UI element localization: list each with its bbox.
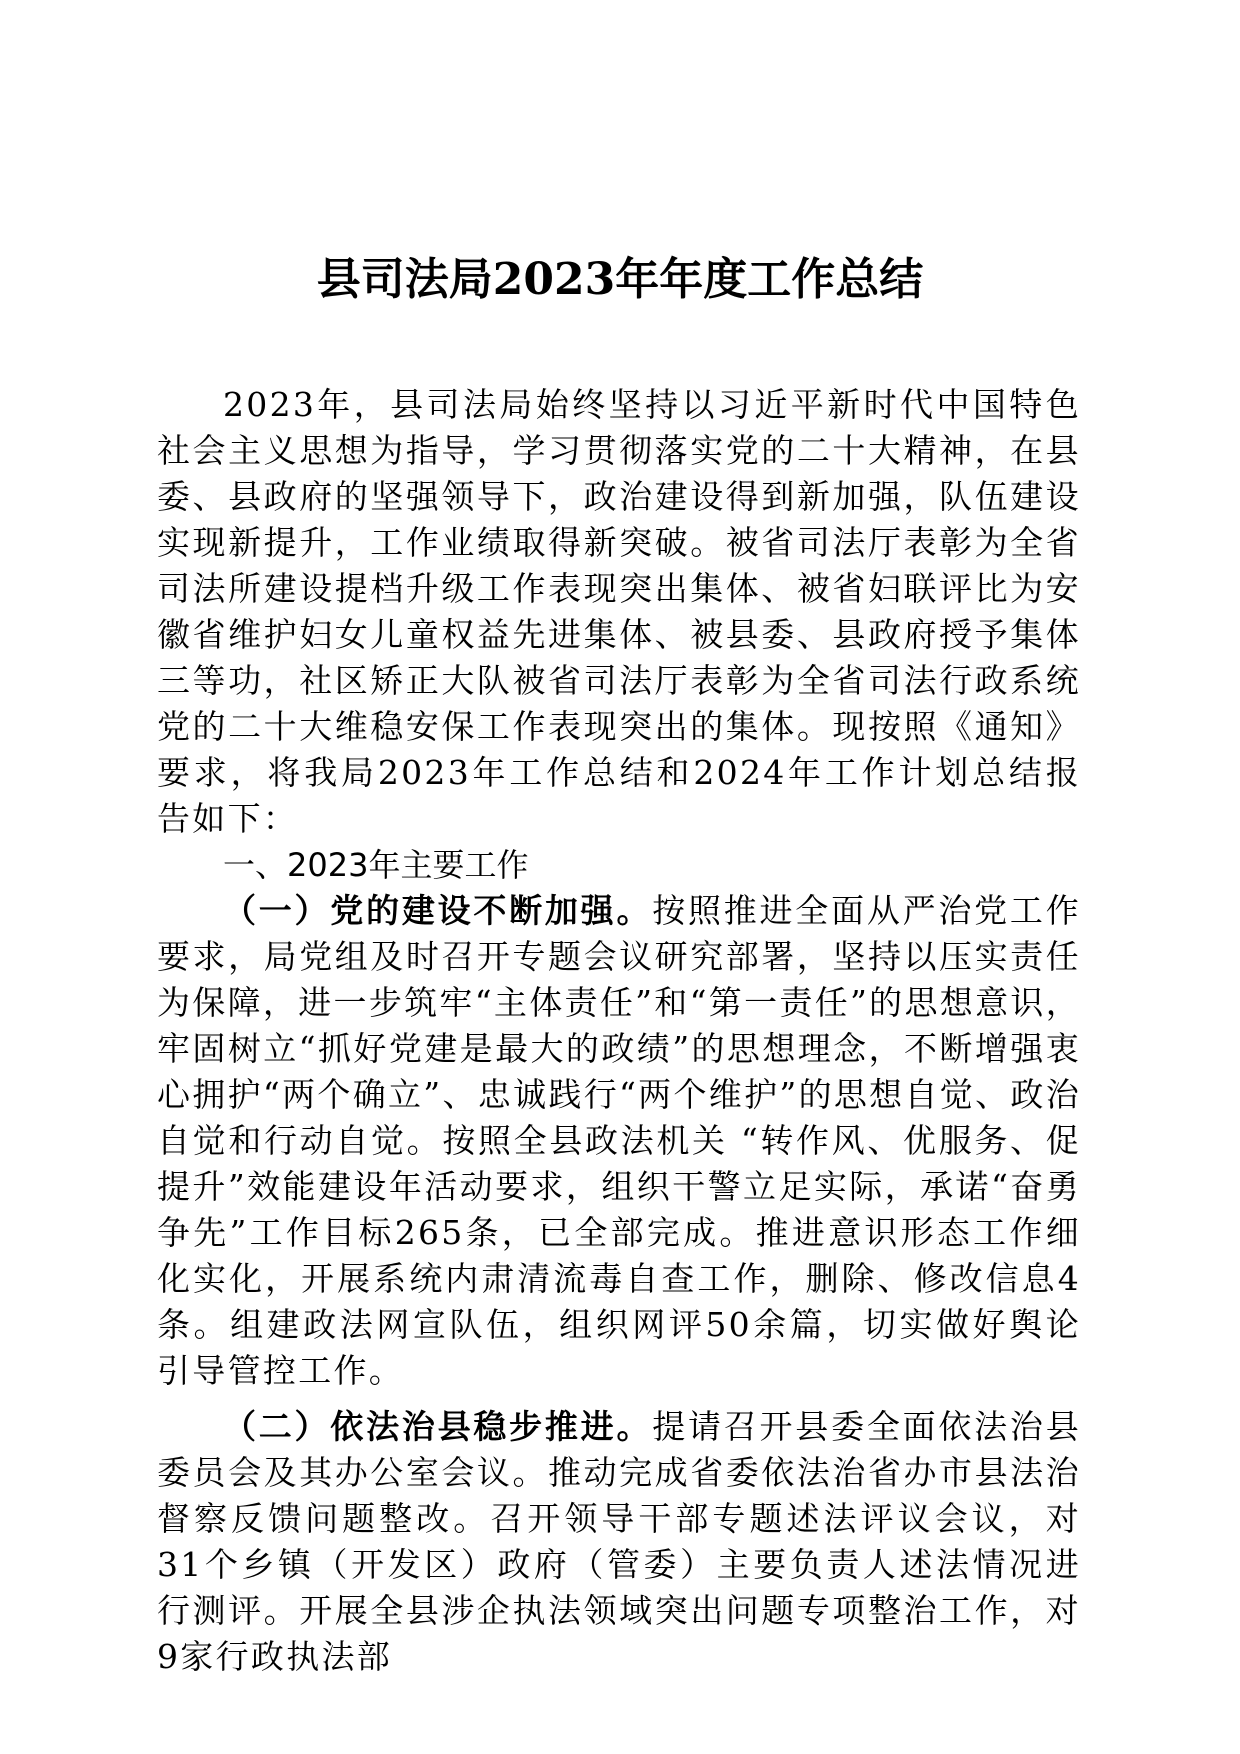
subsection-rule-of-law bbox=[157, 1404, 1081, 1680]
subsection-party-building-text: 按照推进全面从严治党工作要求，局党组及时召开专题会议研究部署，坚持以压实责任为保障，进一步筑牢“主体责任”和“第一责任”的思想意识，牢固树立“抓好党建是最大的政绩”的思想理念，不断增强衷心拥护“两个确立”、忠诚践行“两个维护”的思想自觉、政治自觉和行动自觉。按照全县政法机关 “转作风、优服务、促提升”效能建设年活动要求，组织干警立足实际，承诺“奋勇争先”工作目标265条，已全部完成。推进意识形态工作细化实化，开展系统内肃清流毒自查工作，删除、修改信息4条。组建政法网宣队伍，组织网评50余篇，切实做好舆论引导管控工作。 bbox=[157, 891, 1081, 1390]
intro-paragraph: 2023年，县司法局始终坚持以习近平新时代中国特色社会主义思想为指导，学习贯彻落实党的二十大精神，在县委、县政府的坚强领导下，政治建设得到新加强，队伍建设实现新提升，工作业绩取得新突破。被省司法厅表彰为全省司法所建设提档升级工作表现突出集体、被省妇联评比为安徽省维护妇女儿童权益先进集体、被县委、县政府授予集体三等功，社区矫正大队被省司法厅表彰为全省司法行政系统党的二十大维稳安保工作表现突出的集体。现按照《通知》要求，将我局2023年工作总结和2024年工作计划总结报告如下： bbox=[157, 385, 1081, 838]
subsection-rule-of-law-text: 提请召开县委全面依法治县委员会及其办公室会议。推动完成省委依法治省办市县法治督察反馈问题整改。召开领导干部专题述法评议会议，对31个乡镇（开发区）政府（管委）主要负责人述法情况进行测评。开展全县涉企执法领域突出问题专项整治工作，对9家行政执法部 bbox=[157, 1407, 1081, 1676]
document-body bbox=[157, 382, 1081, 1680]
document-title: 县司法局2023年年度工作总结 bbox=[316, 254, 924, 305]
section-heading-main-work: 一、2023年主要工作 bbox=[223, 846, 529, 884]
subsection-party-building bbox=[157, 888, 1081, 1394]
subsection-party-building-lead: （一）党的建设不断加强。 bbox=[223, 891, 653, 930]
subsection-rule-of-law-lead: （二）依法治县稳步推进。 bbox=[223, 1407, 653, 1446]
